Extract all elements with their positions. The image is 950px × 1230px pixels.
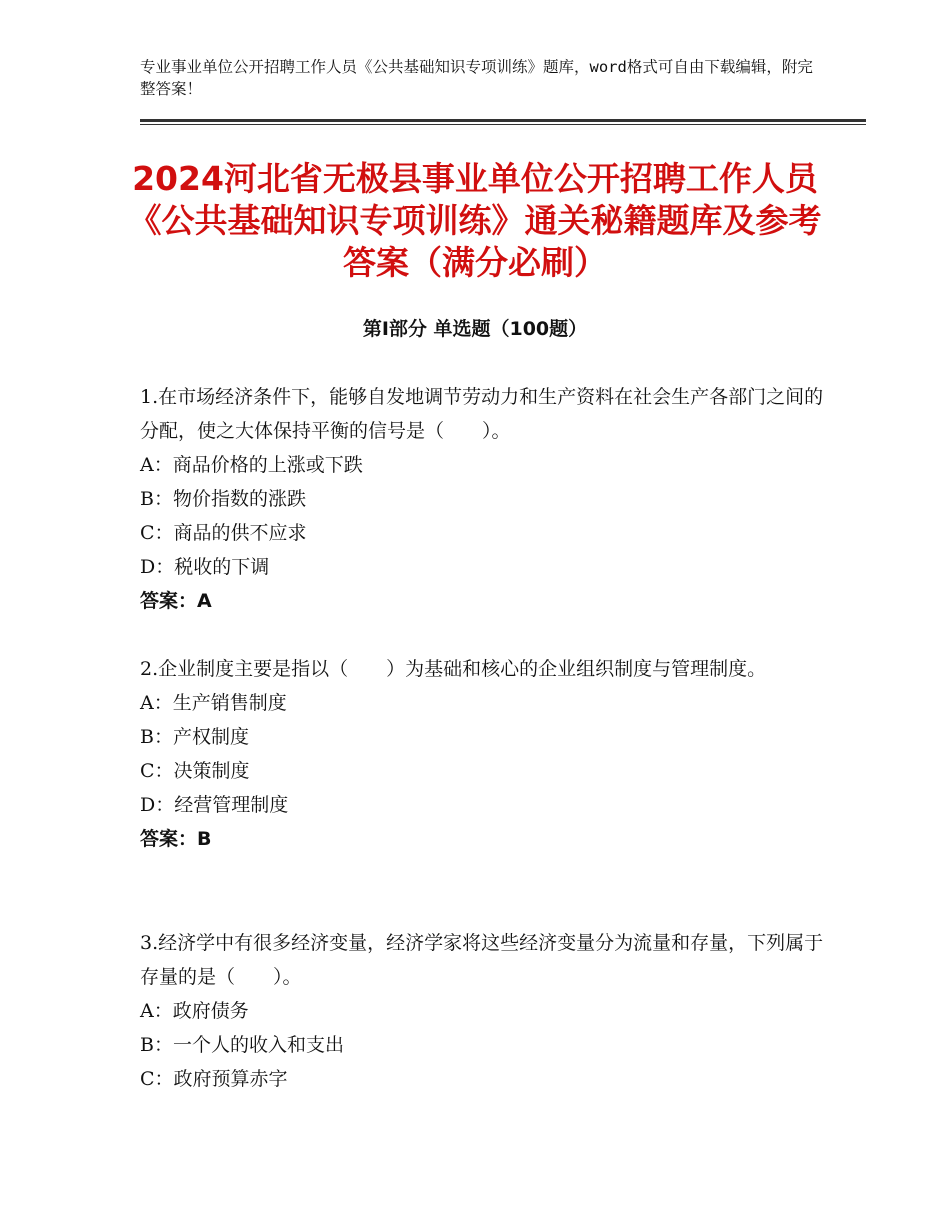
option-d: D：税收的下调 [140, 556, 270, 578]
header-note: 专业事业单位公开招聘工作人员《公共基础知识专项训练》题库，word格式可自由下载编辑，附完整答案！ [140, 58, 813, 98]
option-b: B：一个人的收入和支出 [140, 1034, 344, 1056]
option-c: C：政府预算赤字 [140, 1068, 288, 1090]
option-c: C：决策制度 [140, 760, 250, 782]
question-1 [140, 380, 840, 618]
question-stem: 3.经济学中有很多经济变量，经济学家将这些经济变量分为流量和存量，下列属于存量的是（ ）。 [140, 932, 824, 988]
section-title: 第Ⅰ部分 单选题（100题） [362, 318, 588, 340]
option-a: A：商品价格的上涨或下跌 [140, 454, 363, 476]
option-b: B：物价指数的涨跌 [140, 488, 306, 510]
option-d: D：经营管理制度 [140, 794, 289, 816]
answer: 答案：A [140, 590, 212, 612]
question-2 [140, 652, 840, 856]
question-3 [140, 926, 840, 1096]
option-a: A：政府债务 [140, 1000, 249, 1022]
option-b: B：产权制度 [140, 726, 249, 748]
option-c: C：商品的供不应求 [140, 522, 307, 544]
document-title: 2024河北省无极县事业单位公开招聘工作人员《公共基础知识专项训练》通关秘籍题库及参考答案（满分必刷） [128, 159, 822, 282]
header-divider [140, 119, 866, 125]
option-a: A：生产销售制度 [140, 692, 287, 714]
answer: 答案：B [140, 828, 212, 850]
question-stem: 2.企业制度主要是指以（ ）为基础和核心的企业组织制度与管理制度。 [140, 658, 767, 680]
question-stem: 1.在市场经济条件下，能够自发地调节劳动力和生产资料在社会生产各部门之间的分配，使之大体保持平衡的信号是（ ）。 [140, 386, 824, 442]
